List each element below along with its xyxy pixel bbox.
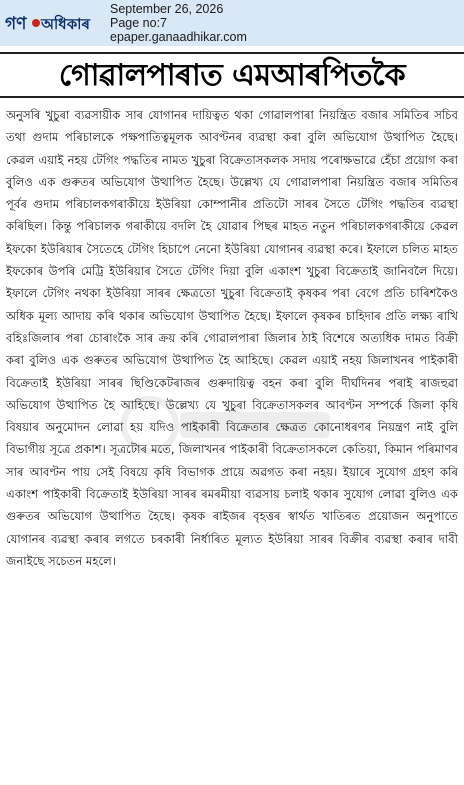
edition-date: September 26, 2026: [110, 2, 224, 16]
site-link[interactable]: epaper.ganaadhikar.com: [110, 30, 247, 44]
newspaper-logo: [3, 4, 99, 40]
svg-text:অধিকাৰ: অধিকাৰ: [41, 15, 90, 33]
masthead-bar: [0, 0, 464, 46]
svg-text:গণ: গণ: [5, 14, 27, 34]
article-body: অনুসৰি খুচুৰা ব্যৱসায়ীক সাৰ যোগানৰ দায়িত্বত থকা গোৱালপাৰা নিয়ন্ত্রিত বজাৰ সমিতিৰ সচিব তথা গুদাম পৰিচালকে পক্ষপাতিত্বমূলক আবণ্টনৰ ব্যৱস্থা কৰা বুলি অভিযোগ উত্থাপিত হৈছে। কেৱল এয়াই নহয় টেগিং পদ্ধতিৰ নামত খুচুৰা বিক্রেতাসকলক সদায় পৰোক্ষভাৱে হেঁচা প্রয়োগ কৰা বুলিও এক গুৰুতৰ অভিযোগ উত্থাপিত হৈছে। উল্লেখ্য যে গোৱালপাৰা নিয়ন্ত্রিত বজাৰ সমিতিৰ পূৰ্বৰ গুদাম পৰিচালকগৰাকীয়ে ইউৰিয়া কোম্পানীৰ প্ৰতিটো সাৰৰ সৈতে টেগিং পদ্ধতিৰ ব্যৱস্থা কৰিছিল। কিন্তু পৰিচালক গৰাকীয়ে বদলি হৈ যোৱাৰ পিছৰ মাহত নতুন পৰিচালকগৰাকীয়ে কেৱল ইফকো ইউৰিয়াৰ সৈতেহে টেগিং হিচাপে নেনো ইউৰিয়া যোগানৰ ব্যৱস্থা কৰে। ইফালে চলিত মাহত ইফকোৰ উপৰি মেট্রি ইউৰিয়াৰ সৈতে টেগিং দিয়া বুলি একাংশ খুচুৰা বিক্রেতাই জানিবলৈ দিয়ে। ইফালে টেগিং নথকা ইউৰিয়া সাৰৰ ক্ষেত্রতো খুচুৰা বিক্রেতাই কৃষকৰ পৰা বেগে প্রতি চাৰিশকৈও অধিক মূল্য আদায় কৰি থকাৰ অভিযোগ উত্থাপিত হৈছে। ইফালে কৃষকৰ চাহিদাৰ প্ৰতি লক্ষ্য ৰাখি বহিঃজিলাৰ পৰা চোৰাংকৈ সাৰ ক্রয় কৰি গোৱালপাৰা জিলাৰ ঠাই বিশেষে অত্যধিক দামত বিক্রী কৰা বুলিও এক গুৰুতৰ অভিযোগ উত্থাপিত হৈ আহিছে। কেৱল এয়াই নহয় জিলাখনৰ পাইকাৰী বিক্রেতাই ইউৰিয়া সাৰৰ ছিণ্ডিকেটৰাজৰ গুৰুদায়িত্ব বহন কৰা বুলি দীৰ্ঘদিনৰ পৰাই ৰাজহুৱা অভিযোগ উত্থাপিত হৈ আহিছে। উল্লেখ্য যে খুচুৰা বিক্রেতাসকলৰ আবণ্টন সম্পৰ্কে জিলা কৃষি বিষয়াৰ অনুমোদন লোৱা হয় যদিও পাইকাৰী বিক্রেতাৰ ক্ষেত্ৰত কোনোধৰণৰ নিয়ন্ত্ৰণ নাই বুলি বিভাগীয় সূত্ৰে প্ৰকাশ। সূত্ৰটোৰ মতে, জিলাখনৰ পাইকাৰী বিক্রেতাসকলে কেতিয়া, কিমান পৰিমাণৰ সাৰ আবণ্টন পায় সেই বিষয়ে কৃষি বিভাগক প্ৰায়ে অৱগত কৰা নহয়। ইয়াৰে সুযোগ গ্ৰহণ কৰি একাংশ পাইকাৰী বিক্রেতাই ইউৰিয়া সাৰৰ ৰমৰমীয়া ব্যৱসায় চলাই থকাৰ সুযোগ লোৱা বুলিও এক গুৰুতৰ অভিযোগ উত্থাপিত হৈছে। কৃষক ৰাইজৰ বৃহত্তৰ স্বাৰ্থত খাতিৰত প্ৰয়োজন অনুপাতে যোগানৰ ব্যৱস্থা কৰাৰ লগতে চৰকাৰী নিৰ্ধাৰিত মূল্যত ইউৰিয়া সাৰৰ বিক্ৰীৰ ব্যৱস্থা কৰাৰ দাবী জনাইছে সচেতন মহলে।: [6, 108, 458, 568]
headline-box: [0, 52, 464, 98]
article-headline: গোৱালপাৰাত এমআৰপিতকৈ: [58, 58, 406, 93]
page-number: Page no:7: [110, 16, 167, 30]
edition-info: [110, 2, 460, 44]
